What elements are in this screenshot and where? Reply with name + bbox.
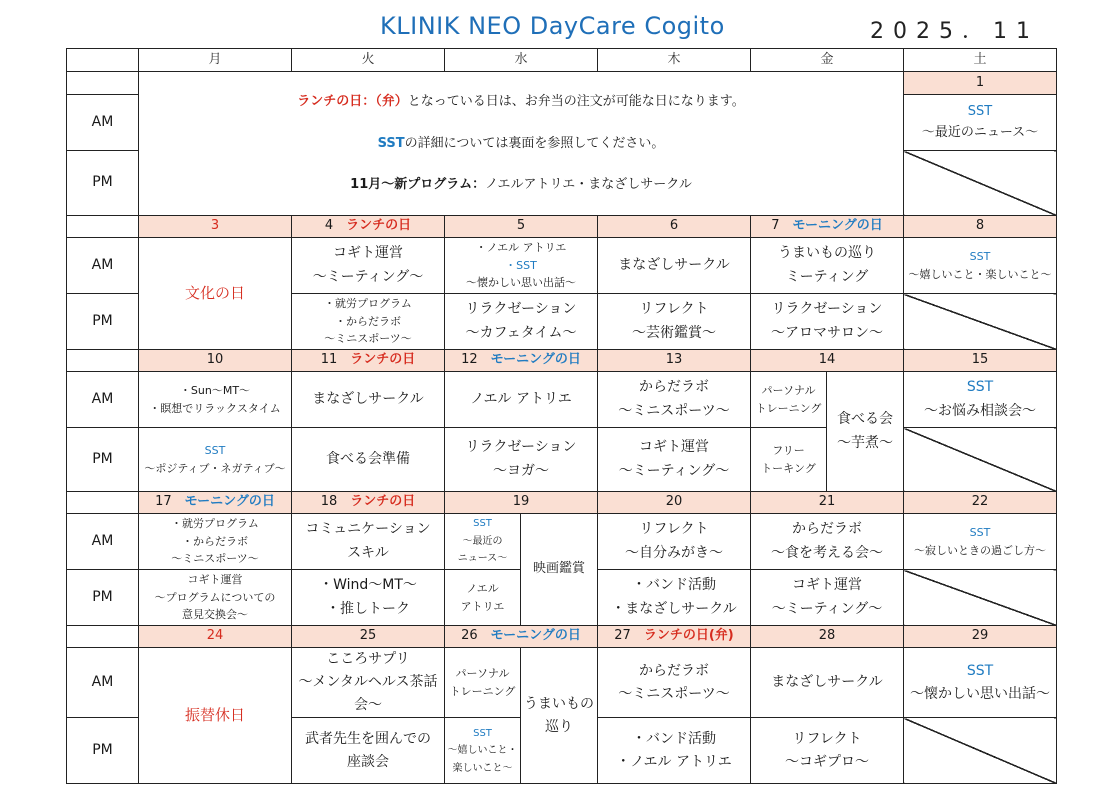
weekday-tue: 火: [292, 49, 445, 72]
weekday-mon: 月: [139, 49, 292, 72]
program-cell: SST ～最近のニュース～: [904, 95, 1057, 151]
program-cell: まなざしサークル: [292, 372, 445, 428]
program-cell: リラクゼーション ～ヨガ～: [445, 428, 598, 492]
week2-date-row: [67, 216, 1057, 238]
am-label: AM: [67, 372, 139, 428]
weekday-thu: 木: [598, 49, 751, 72]
date-cell: 28: [751, 626, 904, 648]
date-cell: 15: [904, 350, 1057, 372]
page-title: KLINIK NEO DayCare Cogito: [380, 12, 725, 40]
am-label: AM: [67, 514, 139, 570]
weekday-sat: 土: [904, 49, 1057, 72]
program-cell: リラクゼーション ～アロマサロン～: [751, 294, 904, 350]
program-cell: ・就労プログラム ・からだラボ ～ミニスポーツ～: [139, 514, 292, 570]
date-cell: 10: [139, 350, 292, 372]
date-cell: 3: [139, 216, 292, 238]
weekday-fri: 金: [751, 49, 904, 72]
program-cell: ・Sun～MT～ ・瞑想でリラックスタイム: [139, 372, 292, 428]
schedule-table: [66, 48, 1057, 784]
pm-label: PM: [67, 294, 139, 350]
program-cell: からだラボ ～ミニスポーツ～: [598, 372, 751, 428]
program-cell: 映画鑑賞: [521, 514, 598, 626]
program-cell: コギト運営 ～ミーティング～: [292, 238, 445, 294]
date-cell: 14: [751, 350, 904, 372]
date-cell: 19: [445, 492, 598, 514]
program-cell: SST ～最近の ニュース～: [445, 514, 521, 570]
program-cell: リフレクト ～自分みがき～: [598, 514, 751, 570]
program-cell: SST ～嬉しいこと・楽しいこと～: [904, 238, 1057, 294]
program-note: 11月～新プログラム：ノエルアトリエ・まなざしサークル: [350, 177, 692, 193]
date-cell: 25: [292, 626, 445, 648]
program-cell: SST ～寂しいときの過ごし方～: [904, 514, 1057, 570]
notice-banner: [139, 72, 904, 216]
date-cell: 21: [751, 492, 904, 514]
sst-note: SSTの詳細については裏面を参照してください。: [377, 135, 665, 151]
program-cell: うまいもの 巡り: [521, 648, 598, 784]
am-label: AM: [67, 95, 139, 151]
date-cell: 1: [904, 72, 1057, 95]
pm-label: PM: [67, 428, 139, 492]
pm-label: PM: [67, 151, 139, 216]
program-cell: ・バンド活動 ・まなざしサークル: [598, 570, 751, 626]
program-cell: こころサプリ ～メンタルヘルス茶話会～: [292, 648, 445, 718]
week1-date-row: [67, 72, 1057, 95]
date-cell: 26 モーニングの日: [445, 626, 598, 648]
program-cell: ノエル アトリエ: [445, 570, 521, 626]
date-cell: 7 モーニングの日: [751, 216, 904, 238]
month-label: 2025．11: [870, 19, 1039, 44]
week4-date-row: [67, 492, 1057, 514]
date-cell: 13: [598, 350, 751, 372]
program-cell: フリー トーキング: [751, 428, 827, 492]
empty-slash-cell: [904, 718, 1057, 784]
weekday-header-row: [67, 49, 1057, 72]
date-cell: 11 ランチの日: [292, 350, 445, 372]
holiday-cell: 文化の日: [139, 238, 292, 350]
program-cell: まなざしサークル: [598, 238, 751, 294]
program-cell: リラクゼーション ～カフェタイム～: [445, 294, 598, 350]
empty-slash-cell: [904, 151, 1057, 216]
program-cell: ノエル アトリエ: [445, 372, 598, 428]
date-cell: 8: [904, 216, 1057, 238]
date-cell: 18 ランチの日: [292, 492, 445, 514]
date-cell: 20: [598, 492, 751, 514]
weekday-wed: 水: [445, 49, 598, 72]
program-cell: リフレクト ～芸術鑑賞～: [598, 294, 751, 350]
week3-date-row: [67, 350, 1057, 372]
date-cell: 12 モーニングの日: [445, 350, 598, 372]
empty-slash-cell: [904, 570, 1057, 626]
program-cell: コギト運営 ～ミーティング～: [751, 570, 904, 626]
program-cell: ・Wind～MT～ ・推しトーク: [292, 570, 445, 626]
program-cell: からだラボ ～ミニスポーツ～: [598, 648, 751, 718]
pm-label: PM: [67, 718, 139, 784]
date-cell: 5: [445, 216, 598, 238]
program-cell: 武者先生を囲んでの 座談会: [292, 718, 445, 784]
date-cell: 17 モーニングの日: [139, 492, 292, 514]
program-cell: 食べる会 ～芋煮～: [827, 372, 904, 492]
program-cell: SST ～ポジティブ・ネガティブ～: [139, 428, 292, 492]
program-cell: コギト運営 ～ミーティング～: [598, 428, 751, 492]
program-cell: 食べる会準備: [292, 428, 445, 492]
empty-slash-cell: [904, 428, 1057, 492]
week5-date-row: [67, 626, 1057, 648]
date-cell: 4 ランチの日: [292, 216, 445, 238]
program-cell: パーソナル トレーニング: [751, 372, 827, 428]
date-cell: 22: [904, 492, 1057, 514]
date-cell: 6: [598, 216, 751, 238]
program-cell: ・バンド活動 ・ノエル アトリエ: [598, 718, 751, 784]
am-label: AM: [67, 648, 139, 718]
program-cell: SST ～お悩み相談会～: [904, 372, 1057, 428]
program-cell: SST ～懐かしい思い出話～: [904, 648, 1057, 718]
date-cell: 24: [139, 626, 292, 648]
program-cell: コギト運営 ～プログラムについての 意見交換会～: [139, 570, 292, 626]
pm-label: PM: [67, 570, 139, 626]
date-cell: 27 ランチの日(弁): [598, 626, 751, 648]
program-cell: まなざしサークル: [751, 648, 904, 718]
empty-slash-cell: [904, 294, 1057, 350]
program-cell: リフレクト ～コギプロ～: [751, 718, 904, 784]
program-cell: うまいもの巡り ミーティング: [751, 238, 904, 294]
program-cell: からだラボ ～食を考える会～: [751, 514, 904, 570]
holiday-cell: 振替休日: [139, 648, 292, 784]
date-cell: 29: [904, 626, 1057, 648]
program-cell: ・就労プログラム ・からだラボ ～ミニスポーツ～: [292, 294, 445, 350]
am-label: AM: [67, 238, 139, 294]
program-cell: コミュニケーション スキル: [292, 514, 445, 570]
lunch-note: ランチの日：（弁）となっている日は、お弁当の注文が可能な日になります。: [297, 94, 745, 110]
program-cell: SST ～嬉しいこと・ 楽しいこと～: [445, 718, 521, 784]
program-cell: パーソナル トレーニング: [445, 648, 521, 718]
program-cell: ・ノエル アトリエ ・SST ～懐かしい思い出話～: [445, 238, 598, 294]
